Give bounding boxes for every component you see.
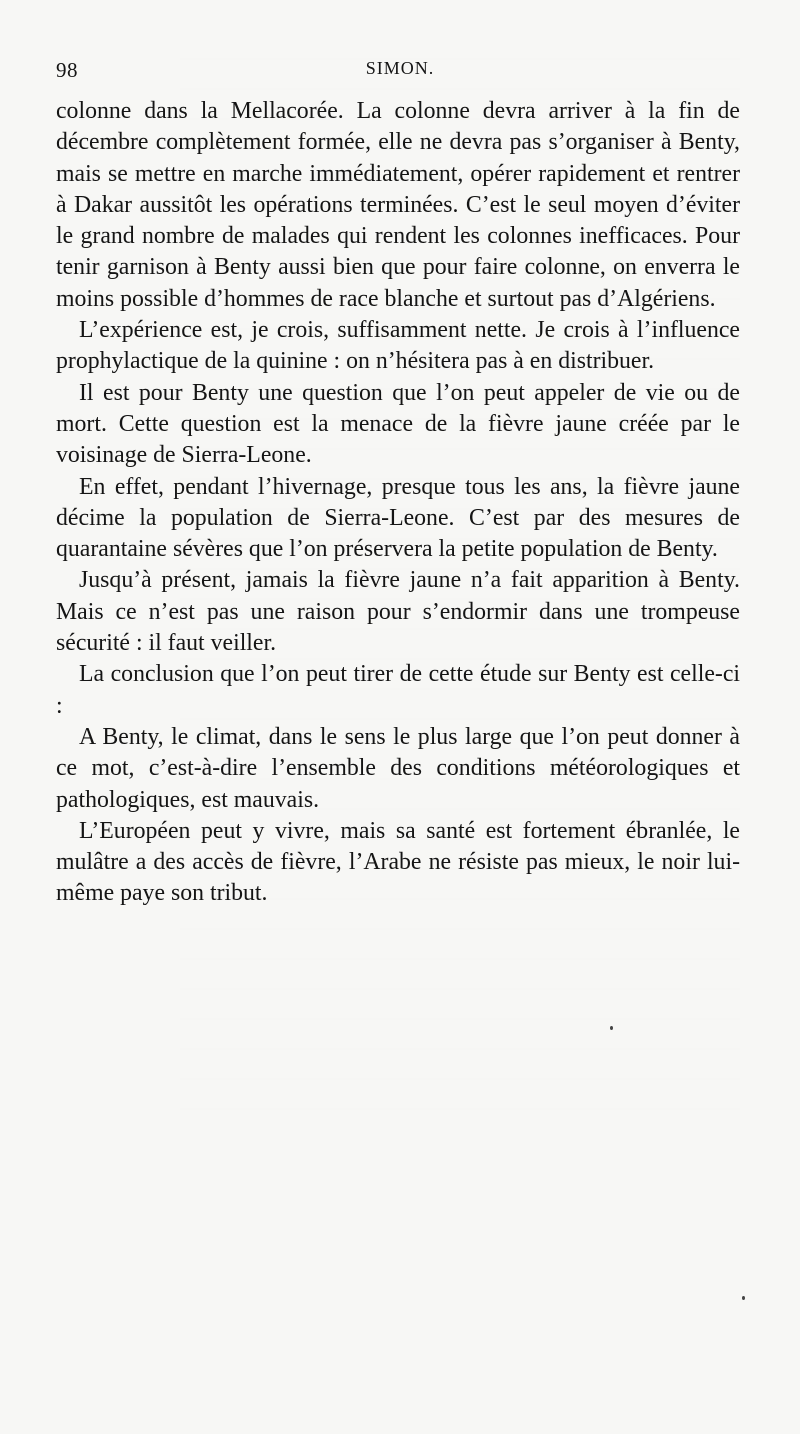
page-header [56, 58, 744, 86]
page-number: 98 [56, 58, 78, 82]
paragraph-question: Il est pour Benty une question que l’on peut appeler de vie ou de mort. Cette question est la menace de la fièvre jaune créée par le voisinage de Sierra-Leone. [56, 379, 740, 469]
ink-speck [610, 1026, 613, 1030]
paragraph-climate: A Benty, le climat, dans le sens le plus large que l’on peut donner à ce mot, c’est-à-dire l’ensemble des conditions météorologiques et pathologiques, est mauvais. [56, 723, 740, 813]
ink-speck [742, 1296, 745, 1300]
paragraph-experience: L’expérience est, je crois, suffisamment nette. Je crois à l’influence prophylactique de la quinine : on n’hésitera pas à en distribuer. [56, 317, 740, 375]
paragraph-european: L’Européen peut y vivre, mais sa santé est fortement ébranlée, le mulâtre a des accès de fièvre, l’Arabe ne résiste pas mieux, le noir lui-même paye son tribut. [56, 817, 740, 907]
body-text [56, 96, 740, 910]
paragraph-continuation: colonne dans la Mellacorée. La colonne devra arriver à la fin de décembre complètement formée, elle ne devra pas s’organiser à Benty, mais se mettre en marche immédiatement, opérer rapidement et rentrer à Dakar aussitôt les opérations terminées. C’est le seul moyen d’éviter le grand nombre de malades qui rendent les colonnes inefficaces. Pour tenir garnison à Benty aussi bien que pour faire colonne, on enverra le moins possible d’hommes de race blanche et surtout pas d’Algériens. [56, 98, 740, 312]
paragraph-conclusion: La conclusion que l’on peut tirer de cette étude sur Benty est celle-ci : [56, 661, 740, 719]
paragraph-hivernage: En effet, pendant l’hivernage, presque tous les ans, la fièvre jaune décime la population de Sierra-Leone. C’est par des mesures de quarantaine sévères que l’on préservera la petite population de Benty. [56, 473, 740, 563]
paragraph-present: Jusqu’à présent, jamais la fièvre jaune n’a fait apparition à Benty. Mais ce n’est pas une raison pour s’endormir dans une trompeuse sécurité : il faut veiller. [56, 567, 740, 657]
running-title: SIMON. [365, 58, 435, 78]
